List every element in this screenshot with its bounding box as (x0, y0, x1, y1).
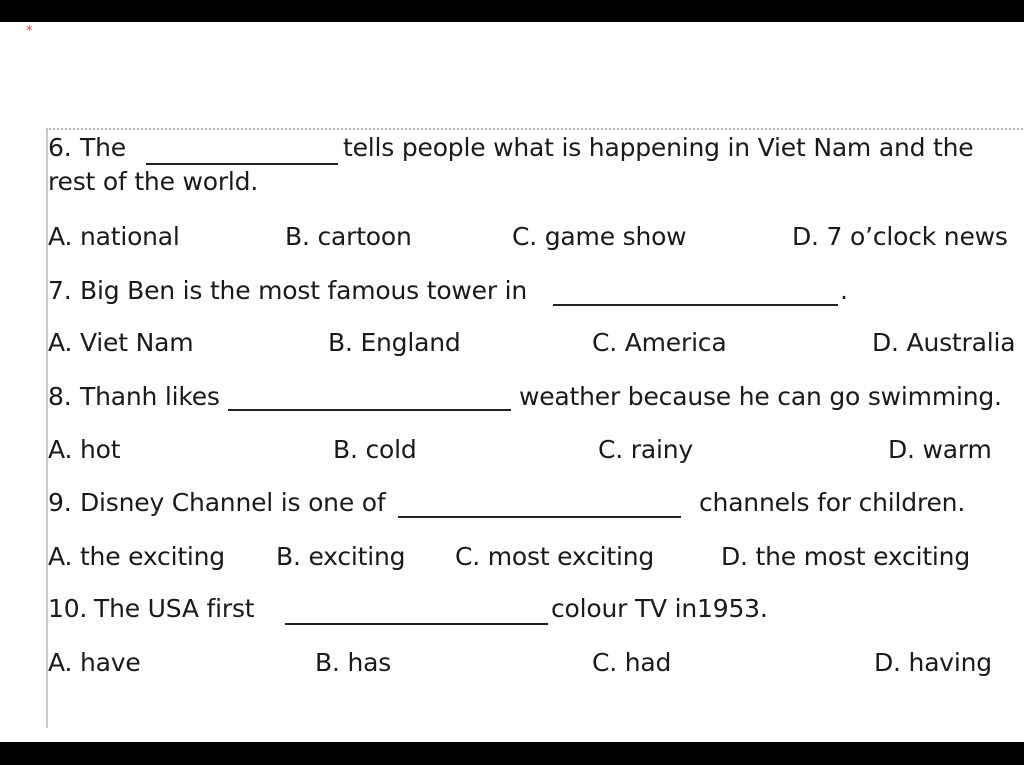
q10-stem-start: The USA first (94, 594, 255, 623)
q9-stem-start: Disney Channel is one of (80, 488, 386, 517)
q10-number: 10. (48, 594, 88, 623)
q8-option-b: B. cold (333, 435, 417, 464)
q10-blank (285, 623, 548, 625)
bottom-black-bar (0, 742, 1024, 765)
top-black-bar (0, 0, 1024, 22)
q6-stem-cont: rest of the world. (48, 167, 259, 196)
required-star: * (26, 24, 33, 39)
q7-stem-start: Big Ben is the most famous tower in (80, 276, 528, 305)
q8-blank (228, 409, 511, 411)
q7-blank (553, 304, 838, 306)
q6-blank (146, 163, 338, 165)
q10-option-b: B. has (315, 648, 392, 677)
q9-option-b: B. exciting (276, 542, 406, 571)
q8-option-a: A. hot (48, 435, 121, 464)
q6-option-d: D. 7 o’clock news (792, 222, 1008, 251)
q9-stem-end: channels for children. (699, 488, 966, 517)
q8-option-c: C. rainy (598, 435, 693, 464)
q9-number: 9. (48, 488, 72, 517)
q10-option-a: A. have (48, 648, 141, 677)
q6-stem-start: The (80, 133, 126, 162)
q7-option-d: D. Australia (872, 328, 1016, 357)
q9-option-d: D. the most exciting (721, 542, 970, 571)
q7-option-b: B. England (328, 328, 461, 357)
q6-number: 6. (48, 133, 72, 162)
q10-option-d: D. having (874, 648, 992, 677)
q9-option-a: A. the exciting (48, 542, 225, 571)
q7-stem-end: . (840, 276, 848, 305)
q8-option-d: D. warm (888, 435, 992, 464)
q6-option-c: C. game show (512, 222, 687, 251)
q6-option-a: A. national (48, 222, 180, 251)
q6-option-b: B. cartoon (285, 222, 412, 251)
q8-stem-start: Thanh likes (80, 382, 220, 411)
q10-option-c: C. had (592, 648, 672, 677)
q8-number: 8. (48, 382, 72, 411)
q6-stem-mid: tells people what is happening in Viet Nam and the (343, 133, 974, 162)
q8-stem-end: weather because he can go swimming. (519, 382, 1002, 411)
q9-blank (398, 516, 681, 518)
q9-option-c: C. most exciting (455, 542, 655, 571)
worksheet-box (46, 128, 1024, 728)
q7-number: 7. (48, 276, 72, 305)
q10-stem-end: colour TV in1953. (551, 594, 768, 623)
q7-option-a: A. Viet Nam (48, 328, 194, 357)
q7-option-c: C. America (592, 328, 727, 357)
